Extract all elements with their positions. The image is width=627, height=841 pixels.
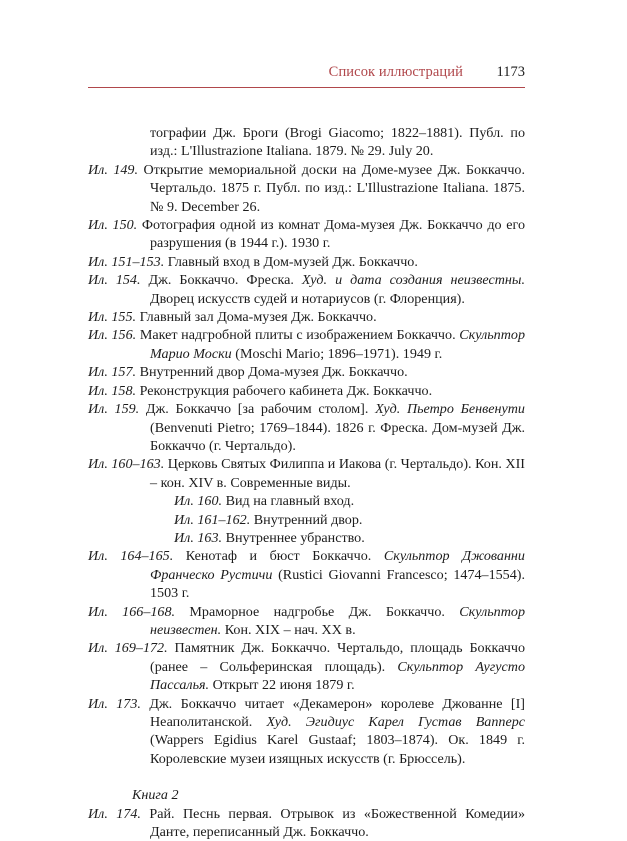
entry-text: Дж. Боккаччо читает «Декамерон» королеве Джованне [I] Неаполитанской. [149, 695, 525, 730]
entry-label: Ил. 156. [88, 327, 137, 344]
running-header [88, 64, 525, 86]
entry-label: Ил. 164–165. [88, 548, 174, 565]
entry-text: Кенотаф и бюст Боккаччо. [185, 548, 384, 565]
sub-entry [88, 529, 525, 547]
entry-italic-text: Худ. Пьетро Бенвенути [375, 401, 525, 418]
entry-label: Ил. 173. [88, 695, 141, 712]
entry-text: Дж. Боккаччо [за рабочим столом]. [145, 401, 376, 418]
list-entry [88, 216, 525, 253]
entry-label: Ил. 151–153. [88, 253, 165, 270]
list-entry [88, 308, 525, 326]
header-rule [88, 87, 525, 88]
entry-label: Ил. 155. [88, 309, 137, 326]
list-entry [88, 400, 525, 455]
entry-text: Кон. XIX – нач. XX в. [221, 621, 356, 638]
sub-entry-text: Внутреннее убранство. [225, 529, 365, 546]
book-heading: Книга 2 [132, 787, 179, 804]
illustration-list [88, 124, 525, 841]
list-entry [88, 547, 525, 602]
sub-entry-text: Внутренний двор. [253, 511, 363, 528]
entry-text: Макет надгробной плиты с изображением Боккаччо. [139, 327, 460, 344]
sub-entry [88, 492, 525, 510]
list-entry [88, 124, 525, 161]
sub-entry-label: Ил. 160. [174, 493, 223, 510]
entry-label: Ил. 157. [88, 364, 137, 381]
subentries-group [88, 492, 525, 547]
entry-label: Ил. 174. [88, 805, 141, 822]
entry-text: Церковь Святых Филиппа и Иакова (г. Чертальдо). Кон. XII – кон. XIV в. Современные виды. [150, 456, 525, 491]
entries-group-1 [88, 124, 525, 492]
list-entry [88, 253, 525, 271]
list-entry [88, 603, 525, 640]
sub-entry [88, 511, 525, 529]
entry-text: Открыт 22 июня 1879 г. [209, 677, 355, 694]
entry-text: (Rustici Giovanni Francesco; 1474–1554). 1503 г. [150, 566, 525, 602]
entry-text: Рай. Песнь первая. Отрывок из «Божественной Комедии» Данте, переписанный Дж. Боккаччо. [149, 805, 525, 841]
list-entry [88, 382, 525, 400]
entry-text: Мраморное надгробье Дж. Боккаччо. [189, 603, 460, 620]
list-entry [88, 326, 525, 363]
list-entry [88, 271, 525, 308]
page-number: 1173 [496, 64, 525, 80]
entry-text: Внутренний двор Дома-музея Дж. Боккаччо. [139, 364, 408, 381]
list-entry [88, 161, 525, 216]
list-entry [88, 805, 525, 841]
sub-entry-label: Ил. 163. [174, 529, 223, 546]
sub-entry-label: Ил. 161–162. [174, 511, 251, 528]
entry-text: Реконструкция рабочего кабинета Дж. Боккаччо. [139, 382, 433, 399]
entry-italic-text: Худ. Эгидиус Карел Густав Вапперс [266, 714, 525, 730]
entry-text: Фотография одной из комнат Дома-музея Дж. Боккаччо до его разрушения (в 1944 г.). 1930 г. [141, 217, 525, 252]
entry-label: Ил. 169–172. [88, 640, 168, 657]
entry-text: Главный вход в Дом-музей Дж. Боккаччо. [167, 253, 418, 270]
entry-italic-text: Скульптор Аугусто Пассалья. [150, 658, 526, 694]
entries-group-2 [88, 547, 525, 768]
entry-label: Ил. 158. [88, 382, 137, 399]
section-title: Список иллюстраций [328, 64, 463, 80]
list-entry [88, 455, 525, 492]
entry-label: Ил. 149. [88, 161, 138, 178]
entry-text: (Moschi Mario; 1896–1971). 1949 г. [231, 345, 443, 362]
entry-label: Ил. 166–168. [88, 603, 176, 620]
entry-text: Главный зал Дома-музея Дж. Боккаччо. [139, 309, 377, 326]
sub-entry-text: Вид на главный вход. [225, 493, 355, 510]
entry-label: Ил. 159. [88, 401, 140, 418]
entry-italic-text: Скульптор неизвестен. [150, 603, 525, 638]
entry-italic-text: Скульптор Марио Моски [150, 327, 525, 362]
entry-italic-text: Скульптор Джованни Франческо Рустичи [150, 548, 525, 583]
entry-label: Ил. 154. [88, 272, 141, 289]
entry-text: Открытие мемориальной доски на Доме-музее Дж. Боккаччо. Чертальдо. 1875 г. Публ. по изд.: L'Illustrazione Italiana. 1875. № 9. December 26. [143, 161, 525, 215]
entry-label: Ил. 150. [88, 217, 138, 234]
entry-text: (Benvenuti Pietro; 1769–1844). 1826 г. Фреска. Дом-музей Дж. Боккаччо (г. Чертальдо). [150, 419, 525, 454]
entry-italic-text: Худ. и дата создания неизвестны. [301, 272, 525, 289]
entry-text: Дворец искусств судей и нотариусов (г. Флоренция). [150, 290, 465, 307]
list-entry [88, 363, 525, 381]
entry-text: Дж. Боккаччо. Фреска. [148, 272, 302, 289]
entries-group-3 [88, 805, 525, 841]
entry-text: (Wappers Egidius Karel Gustaaf; 1803–1874). Ок. 1849 г. Королевские музеи изящных искусств (г. Брюссель). [150, 732, 525, 767]
entry-text: Памятник Дж. Боккаччо. Чертальдо, площадь Боккаччо (ранее – Сольферинская площадь). [150, 640, 525, 675]
entry-text: тографии Дж. Броги (Brogi Giacomo; 1822–1881). Публ. по изд.: L'Illustrazione Italiana. 1879. № 29. July 20. [150, 125, 525, 160]
list-entry [88, 695, 525, 769]
entry-label: Ил. 160–163. [88, 456, 165, 473]
list-entry [88, 639, 525, 694]
